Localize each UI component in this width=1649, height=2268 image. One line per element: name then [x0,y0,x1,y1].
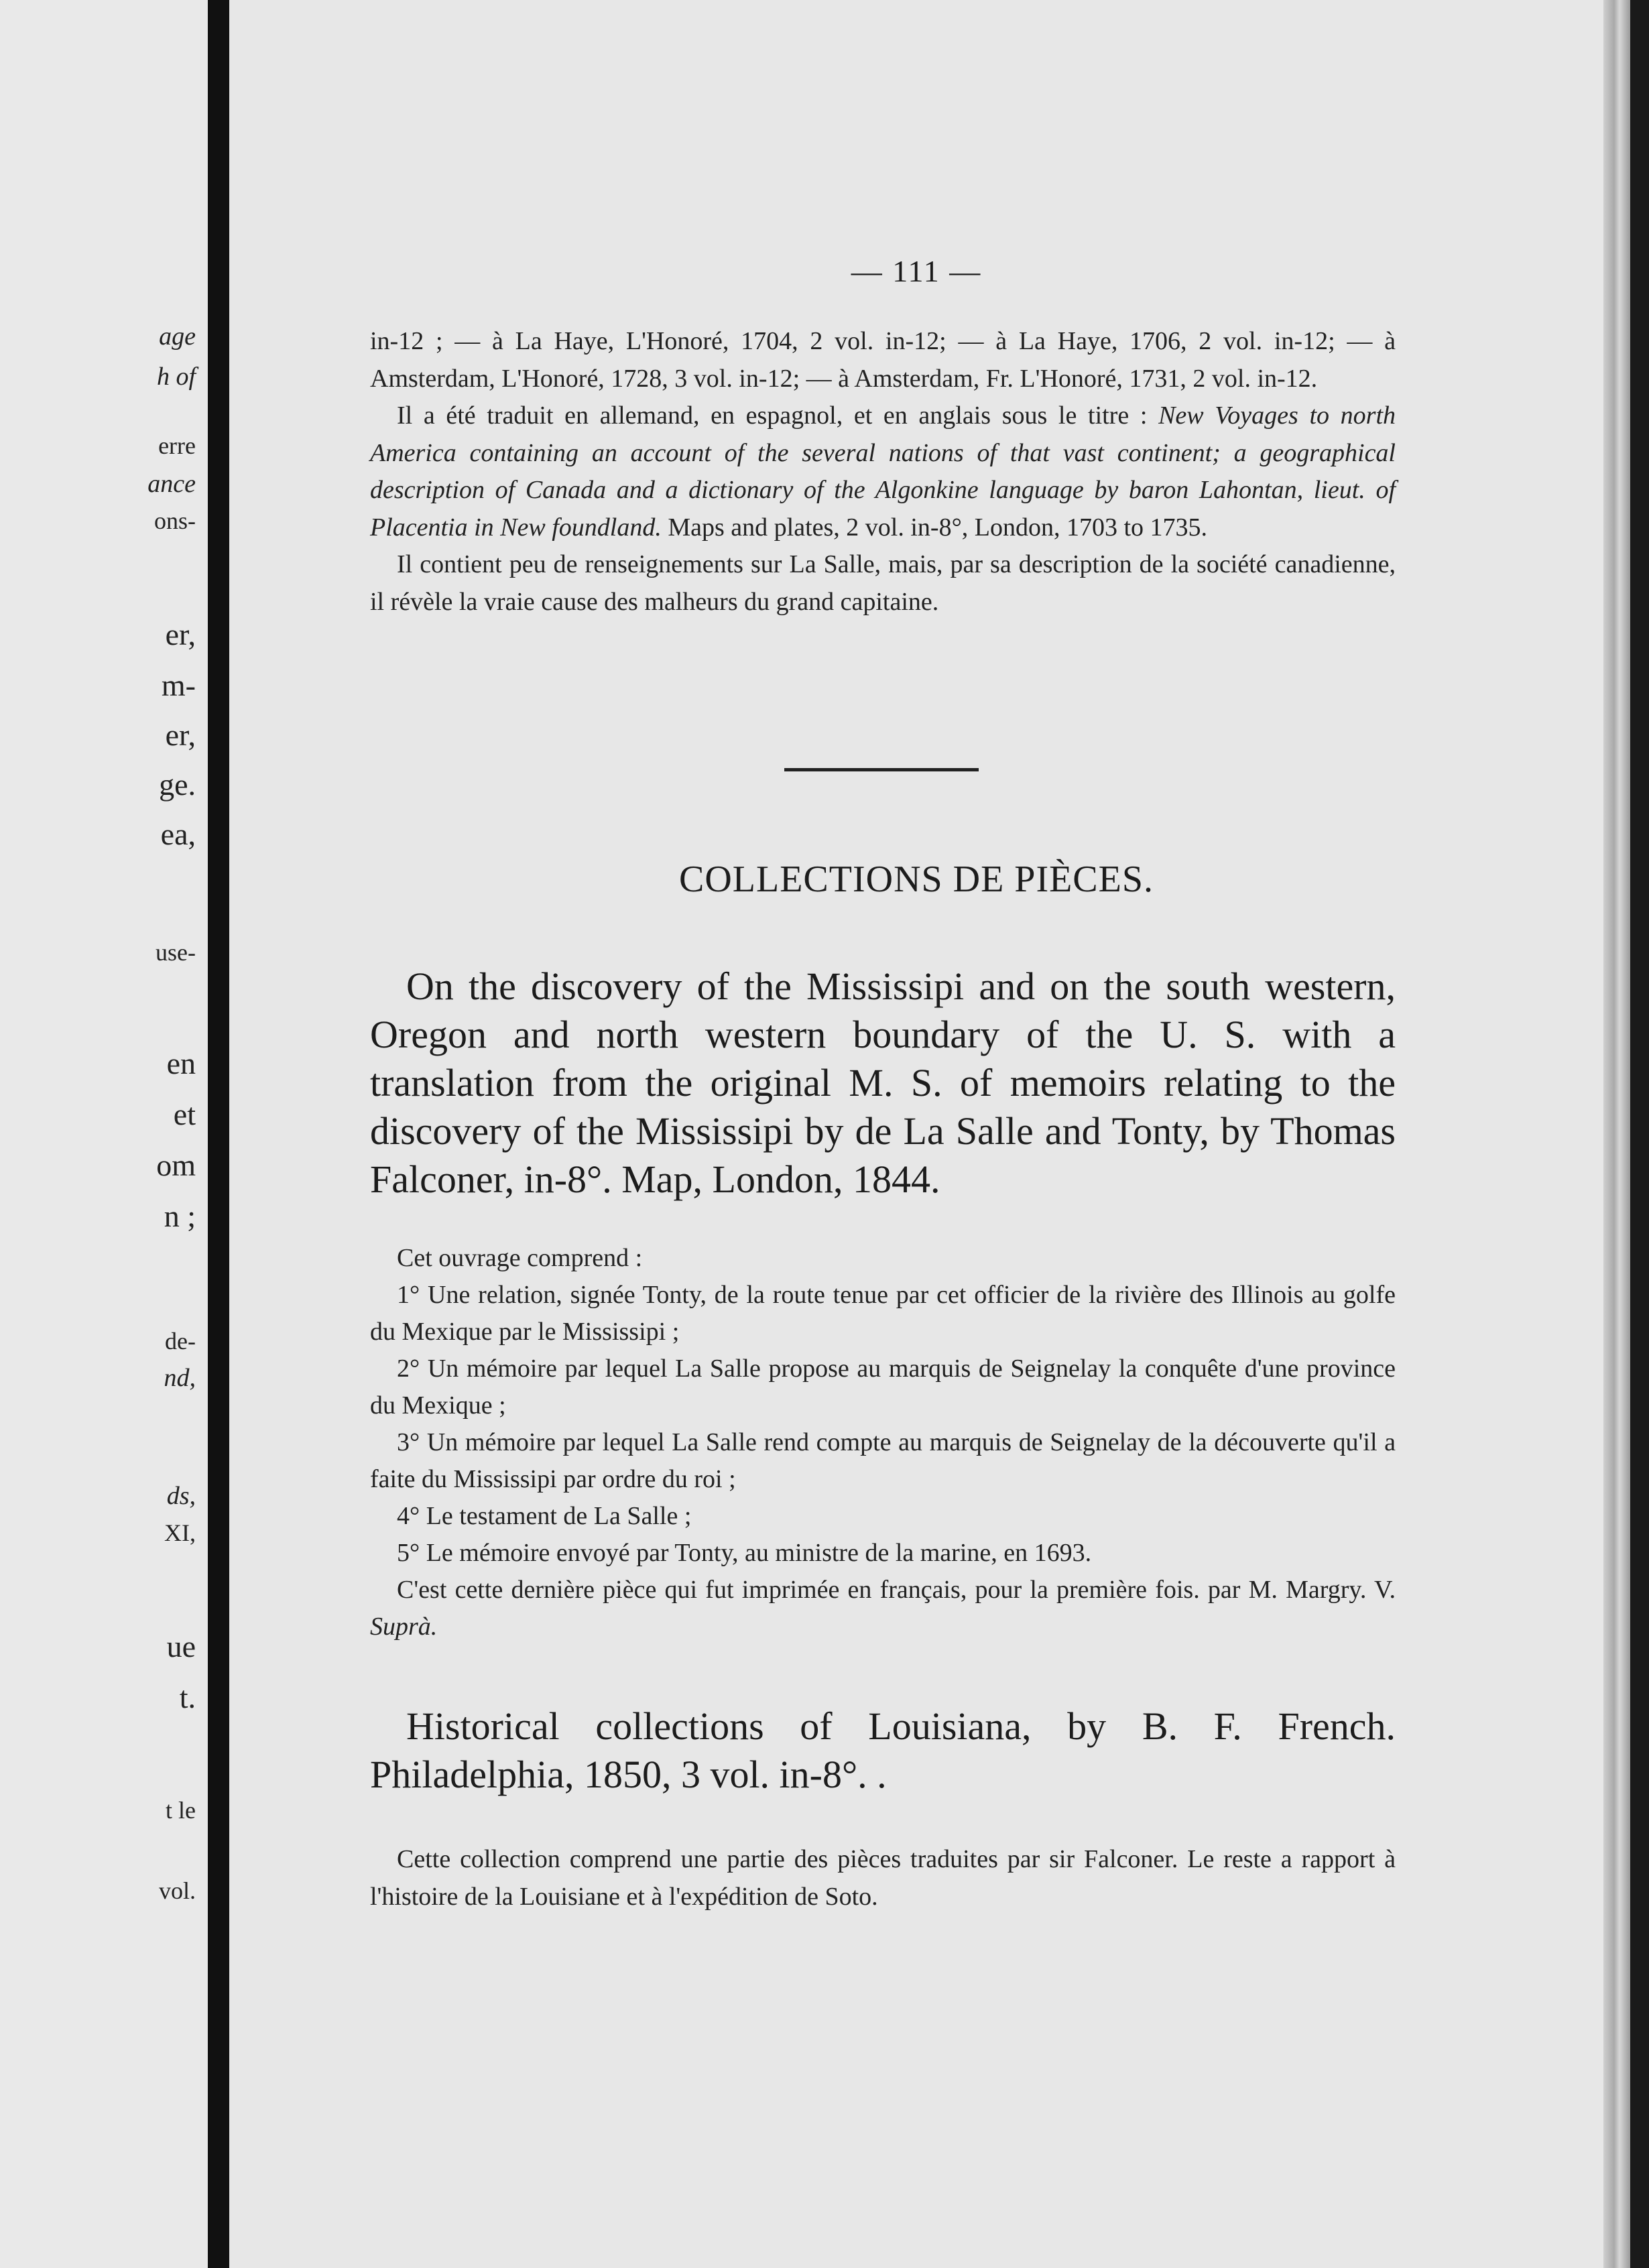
translation-paragraph [370,397,1396,546]
facing-page-fragment: et [173,1097,196,1131]
note-item: 3° Un mémoire par lequel La Salle rend compte au marquis de Seignelay de la découverte qu'il a faite du Mississipi par ordre du roi ; [370,1428,1396,1493]
english-title: New Voyages to north America containing an account of the several nations of that vast continent; a geographical description of Canada and a dictionary of the Algonkine language by baron Lahontan, lieut. of Placentia in New foundland. [370,401,1396,542]
translation-intro: Il a été traduit en allemand, en espagnol, et en anglais sous le titre : [397,401,1148,430]
entry-french [370,1702,1396,1799]
facing-page-fragment: n ; [164,1199,196,1233]
facing-page-fragment: ea, [160,817,196,851]
scan-border [1630,0,1649,2268]
facing-page-fragment: ge. [159,767,196,802]
book-gutter [208,0,229,2268]
facing-page-fragment: en [166,1046,196,1080]
page-number: — 111 — [851,254,982,288]
facing-page-fragment: er, [165,617,196,651]
facing-page-fragment: er, [165,718,196,752]
commentary-paragraph: Il contient peu de renseignements sur La Salle, mais, par sa description de la société canadienne, il révèle la vraie cause des malheurs du grand capitaine. [370,550,1396,616]
page-edge [1603,0,1630,2268]
facing-page [0,0,208,2268]
notes-closing-ref: Suprà. [370,1613,438,1641]
section-divider [784,768,979,771]
facing-page-fragment: ue [166,1629,196,1663]
facing-page-fragment: nd, [164,1364,196,1392]
facing-page-fragment: age [159,322,196,351]
note-item: 5° Le mémoire envoyé par Tonty, au ministre de la marine, en 1693. [397,1539,1092,1567]
facing-page-fragment: de- [165,1328,196,1354]
entry-falconer [370,962,1396,1204]
facing-page-fragment: erre [158,432,196,459]
facing-page-fragment: om [156,1148,196,1182]
entry-french-text: Historical collections of Louisiana, by B. F. French. Philadelphia, 1850, 3 vol. in-8°. . [370,1704,1396,1796]
entry-falconer-text: On the discovery of the Mississipi and on the south western, Oregon and north western boundary of the U. S. with a translation from the original M. S. of memoirs relating to the discovery of the Mississipi by de La Salle and Tonty, by Thomas Falconer, in-8°. Map, London, 1844. [370,964,1396,1201]
notes-closing [370,1572,1396,1645]
facing-page-fragment: h of [156,363,196,391]
entry-french-note-text: Cette collection comprend une partie des pièces traduites par sir Falconer. Le reste a rapport à l'histoire de la Louisiane et à l'expédition de Soto. [370,1845,1396,1911]
facing-page-fragment: m- [161,668,196,702]
facing-page-fragment: ds, [166,1482,196,1510]
facing-page-fragment: use- [156,939,196,966]
edition-list-paragraph: in-12 ; — à La Haye, L'Honoré, 1704, 2 vol. in-12; — à La Haye, 1706, 2 vol. in-12; — à Amsterdam, L'Honoré, 1728, 3 vol. in-12; — à Amsterdam, Fr. L'Honoré, 1731, 2 vol. in-12. [370,327,1396,393]
facing-page-fragment: t le [166,1797,196,1824]
note-item: 1° Une relation, signée Tonty, de la route tenue par cet officier de la rivière des Illinois au golfe du Mexique par le Mississipi ; [370,1281,1396,1346]
note-item: 2° Un mémoire par lequel La Salle propose au marquis de Seignelay la conquête d'une province du Mexique ; [370,1354,1396,1420]
notes-closing-text: C'est cette dernière pièce qui fut imprimée en français, pour la première fois. par M. Margry. V. [397,1576,1396,1604]
facing-page-fragment: XI, [164,1519,196,1546]
top-text-block [370,323,1396,621]
note-item: 4° Le testament de La Salle ; [397,1502,692,1530]
facing-page-fragment: vol. [158,1877,196,1904]
facing-page-fragment: ance [147,470,196,498]
facing-page-fragment: ons- [154,507,196,534]
section-heading: COLLECTIONS DE PIÈCES. [679,859,1154,900]
facing-page-fragment: t. [179,1680,196,1714]
entry-falconer-notes [370,1240,1396,1645]
book-page [229,0,1603,2268]
notes-intro: Cet ouvrage comprend : [397,1244,643,1272]
entry-french-note [370,1840,1396,1915]
translation-tail: Maps and plates, 2 vol. in-8°, London, 1703 to 1735. [668,513,1208,542]
